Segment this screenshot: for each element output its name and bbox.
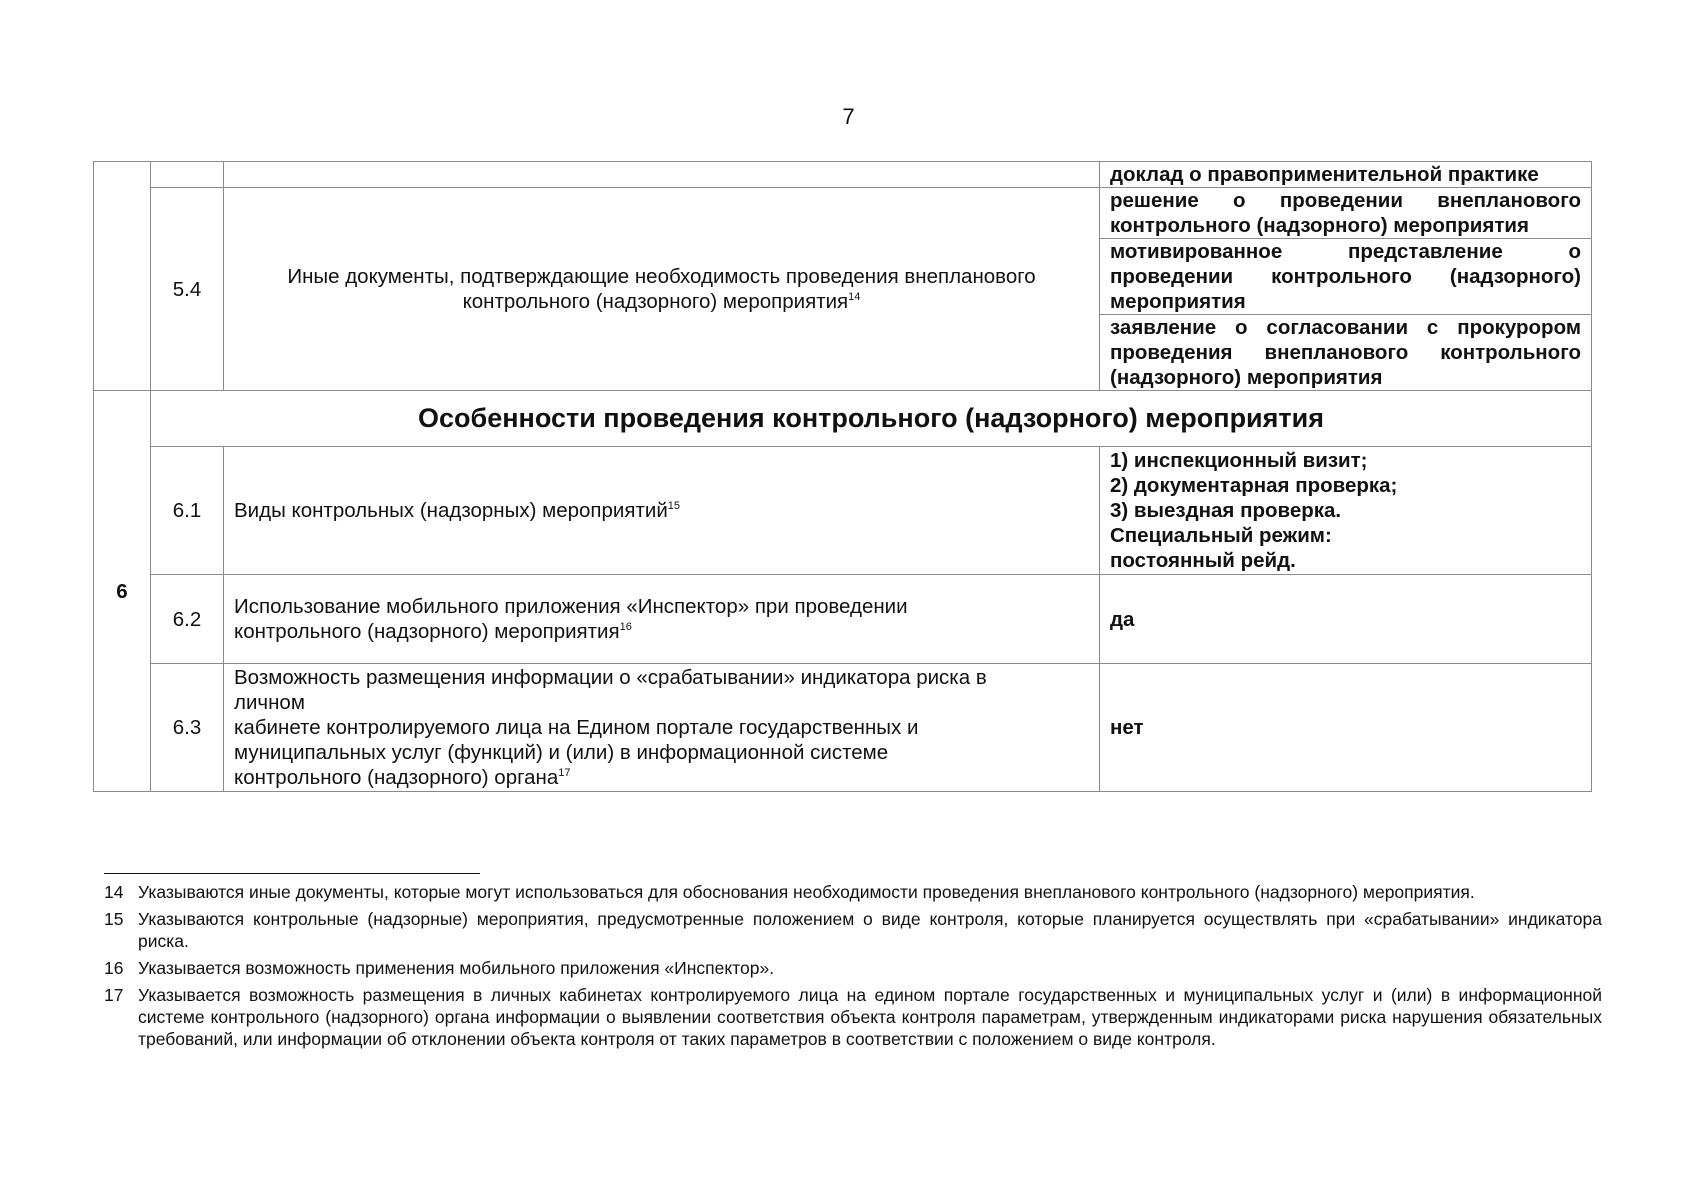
footnote-number: 16 (104, 958, 124, 978)
footnote-number: 17 (104, 985, 124, 1005)
footnote-ref: 17 (558, 767, 571, 779)
row-description-line: Возможность размещения информации о «срабатывании» индикатора риска в (234, 666, 987, 689)
document-table (93, 161, 1592, 792)
row-value-cell: доклад о правоприменительной практике (1100, 162, 1592, 188)
footnote-text: Указывается возможность размещения в личных кабинетах контролируемого лица на едином портале государственных и муниципальных услуг и (или) в информационной системе контрольного (надзорного) органа информации о выявлении соответствия объекта контроля параметрам, утвержденным индикаторами риска нарушения обязательных требований, или информации об отклонении объекта контроля от таких параметров в соответствии с положением о виде контроля. (138, 985, 1602, 1049)
table-row (94, 575, 1592, 664)
value-line: Специальный режим: (1110, 524, 1332, 547)
row-description-text: Виды контрольных (надзорных) мероприятий (234, 499, 668, 522)
row-description (224, 447, 1100, 575)
row-value: заявление о согласовании с прокурором проведения внепланового контрольного (надзорного) мероприятия (1100, 315, 1592, 391)
row-value: решение о проведении внепланового контрольного (надзорного) мероприятия (1100, 188, 1592, 239)
row-description-cell (224, 162, 1100, 188)
row-description-line: личном (234, 691, 305, 714)
row-description (224, 664, 1100, 792)
footnote-text: Указывается возможность применения мобильного приложения «Инспектор». (138, 958, 775, 978)
table-row (94, 188, 1592, 239)
row-description-text: Иные документы, подтверждающие необходимость проведения внепланового контрольного (надзорного) мероприятия (287, 265, 1036, 313)
row-value (1100, 447, 1592, 575)
value-line: 1) инспекционный визит; (1110, 449, 1368, 472)
section-number-cell-5 (94, 162, 151, 391)
footnotes (104, 881, 1602, 1055)
row-description-line: контрольного (надзорного) органа (234, 766, 559, 789)
row-value: мотивированное представление о проведении контрольного (надзорного) мероприятия (1100, 239, 1592, 315)
table-row (94, 447, 1592, 575)
footnote (104, 881, 1602, 903)
page-number: 7 (842, 104, 855, 129)
footnote-text: Указываются контрольные (надзорные) мероприятия, предусмотренные положением о виде контроля, которые планируется осуществлять при «срабатывании» индикатора риска. (138, 909, 1602, 951)
value-line: 3) выездная проверка. (1110, 499, 1342, 522)
row-number: 6.2 (151, 575, 224, 664)
row-number: 6.1 (151, 447, 224, 575)
row-description-line: контрольного (надзорного) мероприятия (234, 620, 620, 643)
row-description (224, 575, 1100, 664)
section-number: 6 (94, 391, 151, 792)
value-line: постоянный рейд. (1110, 549, 1296, 572)
footnote-text: Указываются иные документы, которые могут использоваться для обоснования необходимости проведения внепланового контрольного (надзорного) мероприятия. (138, 882, 1475, 902)
value-line: 2) документарная проверка; (1110, 474, 1398, 497)
row-description (224, 188, 1100, 391)
footnote (104, 957, 1602, 979)
row-description-line: Использование мобильного приложения «Инспектор» при проведении (234, 595, 908, 618)
footnote-separator (104, 873, 480, 874)
footnote-ref: 15 (667, 500, 681, 512)
row-number-cell (151, 162, 224, 188)
row-description-line: кабинете контролируемого лица на Едином портале государственных и (234, 716, 919, 739)
row-number: 6.3 (151, 664, 224, 792)
section-title: Особенности проведения контрольного (надзорного) мероприятия (151, 391, 1592, 447)
footnote-ref: 14 (848, 291, 861, 303)
row-number: 5.4 (151, 188, 224, 391)
row-description-line: муниципальных услуг (функций) и (или) в информационной системе (234, 741, 889, 764)
footnote (104, 908, 1602, 952)
footnote-number: 15 (104, 909, 124, 929)
table-row (94, 162, 1592, 188)
section-header-row (94, 391, 1592, 447)
table-row (94, 664, 1592, 792)
footnote (104, 984, 1602, 1050)
row-value: да (1100, 575, 1592, 664)
footnote-ref: 16 (619, 621, 632, 633)
footnote-number: 14 (104, 882, 124, 902)
row-value: нет (1100, 664, 1592, 792)
